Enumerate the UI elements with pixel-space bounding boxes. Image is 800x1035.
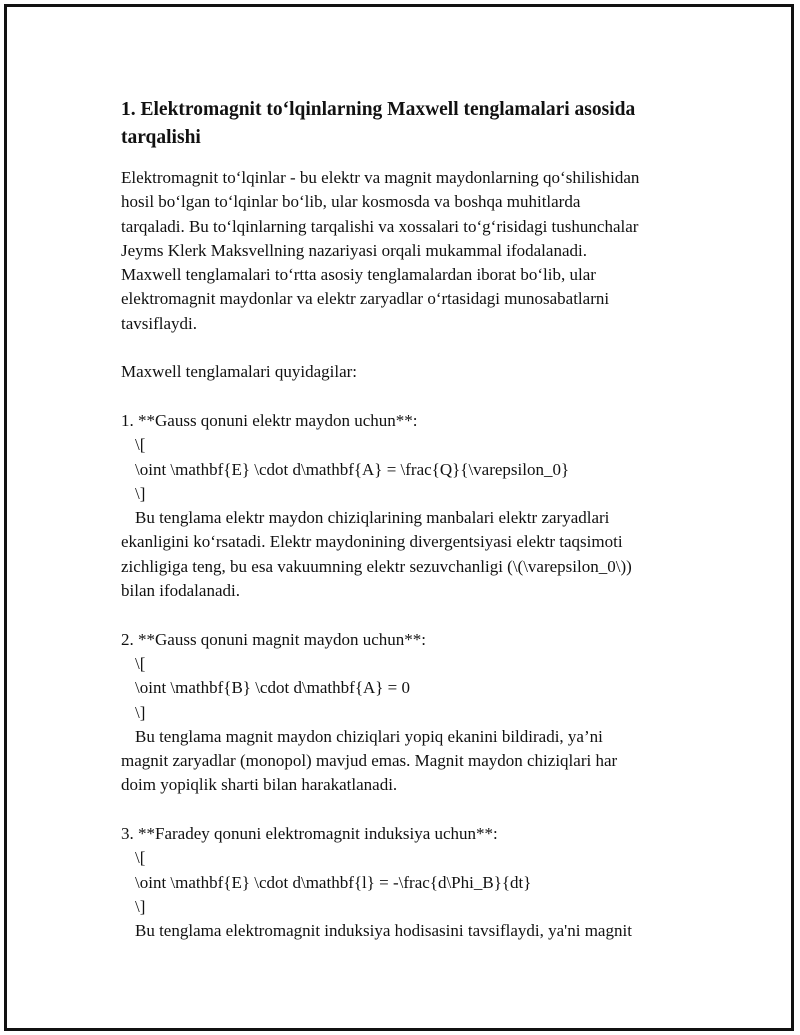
equation-description-line: Bu tenglama magnit maydon chiziqlari yopiq ekanini bildiradi, ya’ni — [135, 726, 603, 746]
text-line: elektromagnit maydonlar va elektr zaryadlar o‘rtasidagi munosabatlarni — [121, 289, 610, 309]
equation-title: 3. **Faradey qonuni elektromagnit induksiya uchun**: — [121, 824, 498, 844]
text-line: Elektromagnit to‘lqinlar - bu elektr va magnit maydonlarning qo‘shilishidan — [121, 168, 640, 187]
equation-item — [121, 628, 711, 798]
text-line: Maxwell tenglamalari to‘rtta asosiy tenglamalardan iborat bo‘lib, ular — [121, 265, 596, 285]
equation-description-line: doim yopiqlik sharti bilan harakatlanadi. — [121, 775, 398, 795]
equation-item — [121, 822, 711, 943]
equation-formula: \oint \mathbf{B} \cdot d\mathbf{A} = 0 — [135, 678, 411, 698]
paragraph-gap — [121, 798, 711, 822]
paragraph-gap — [121, 336, 711, 360]
list-intro — [121, 360, 711, 384]
equation-description-line: Bu tenglama elektr maydon chiziqlarining manbalari elektr zaryadlari — [135, 508, 610, 528]
equation-description-line: bilan ifodalanadi. — [121, 581, 240, 601]
equation-description-line: magnit zaryadlar (monopol) mavjud emas. Magnit maydon chiziqlari har — [121, 751, 618, 771]
equation-close-delimiter: \] — [135, 702, 146, 722]
intro-paragraph — [121, 166, 711, 336]
heading-line: 1. Elektromagnit to‘lqinlarning Maxwell tenglamalari asosida — [121, 99, 636, 120]
equation-close-delimiter: \] — [135, 896, 146, 916]
equation-description-line: Bu tenglama elektromagnit induksiya hodisasini tavsiflaydi, ya'ni magnit — [135, 921, 632, 941]
text-line: Jeyms Klerk Maksvellning nazariyasi orqali mukammal ifodalanadi. — [121, 240, 587, 260]
equation-title: 1. **Gauss qonuni elektr maydon uchun**: — [121, 410, 418, 430]
equation-description-line: ekanligini ko‘rsatadi. Elektr maydonining divergentsiyasi elektr taqsimoti — [121, 532, 623, 552]
text-line: Maxwell tenglamalari quyidagilar: — [121, 362, 358, 382]
text-line: hosil bo‘lgan to‘lqinlar bo‘lib, ular kosmosda va boshqa muhitlarda — [121, 192, 581, 212]
equation-open-delimiter: \[ — [135, 435, 146, 455]
equation-item — [121, 409, 711, 603]
heading-line: tarqalishi — [121, 127, 201, 148]
section-heading — [121, 96, 711, 152]
equation-formula: \oint \mathbf{E} \cdot d\mathbf{l} = -\frac{d\Phi_B}{dt} — [135, 872, 532, 892]
equation-formula: \oint \mathbf{E} \cdot d\mathbf{A} = \frac{Q}{\varepsilon_0} — [135, 459, 570, 479]
text-line: tavsiflaydi. — [121, 313, 198, 333]
equation-description-line: zichligiga teng, bu esa vakuumning elektr sezuvchanligi (\(\varepsilon_0\)) — [121, 556, 632, 576]
document-body — [121, 96, 711, 944]
equation-title: 2. **Gauss qonuni magnit maydon uchun**: — [121, 629, 427, 649]
document-page — [4, 4, 794, 1031]
equation-open-delimiter: \[ — [135, 653, 146, 673]
paragraph-gap — [121, 385, 711, 409]
equation-open-delimiter: \[ — [135, 848, 146, 868]
equation-close-delimiter: \] — [135, 483, 146, 503]
text-line: tarqaladi. Bu to‘lqinlarning tarqalishi va xossalari to‘g‘risidagi tushunchalar — [121, 216, 639, 236]
paragraph-gap — [121, 603, 711, 627]
